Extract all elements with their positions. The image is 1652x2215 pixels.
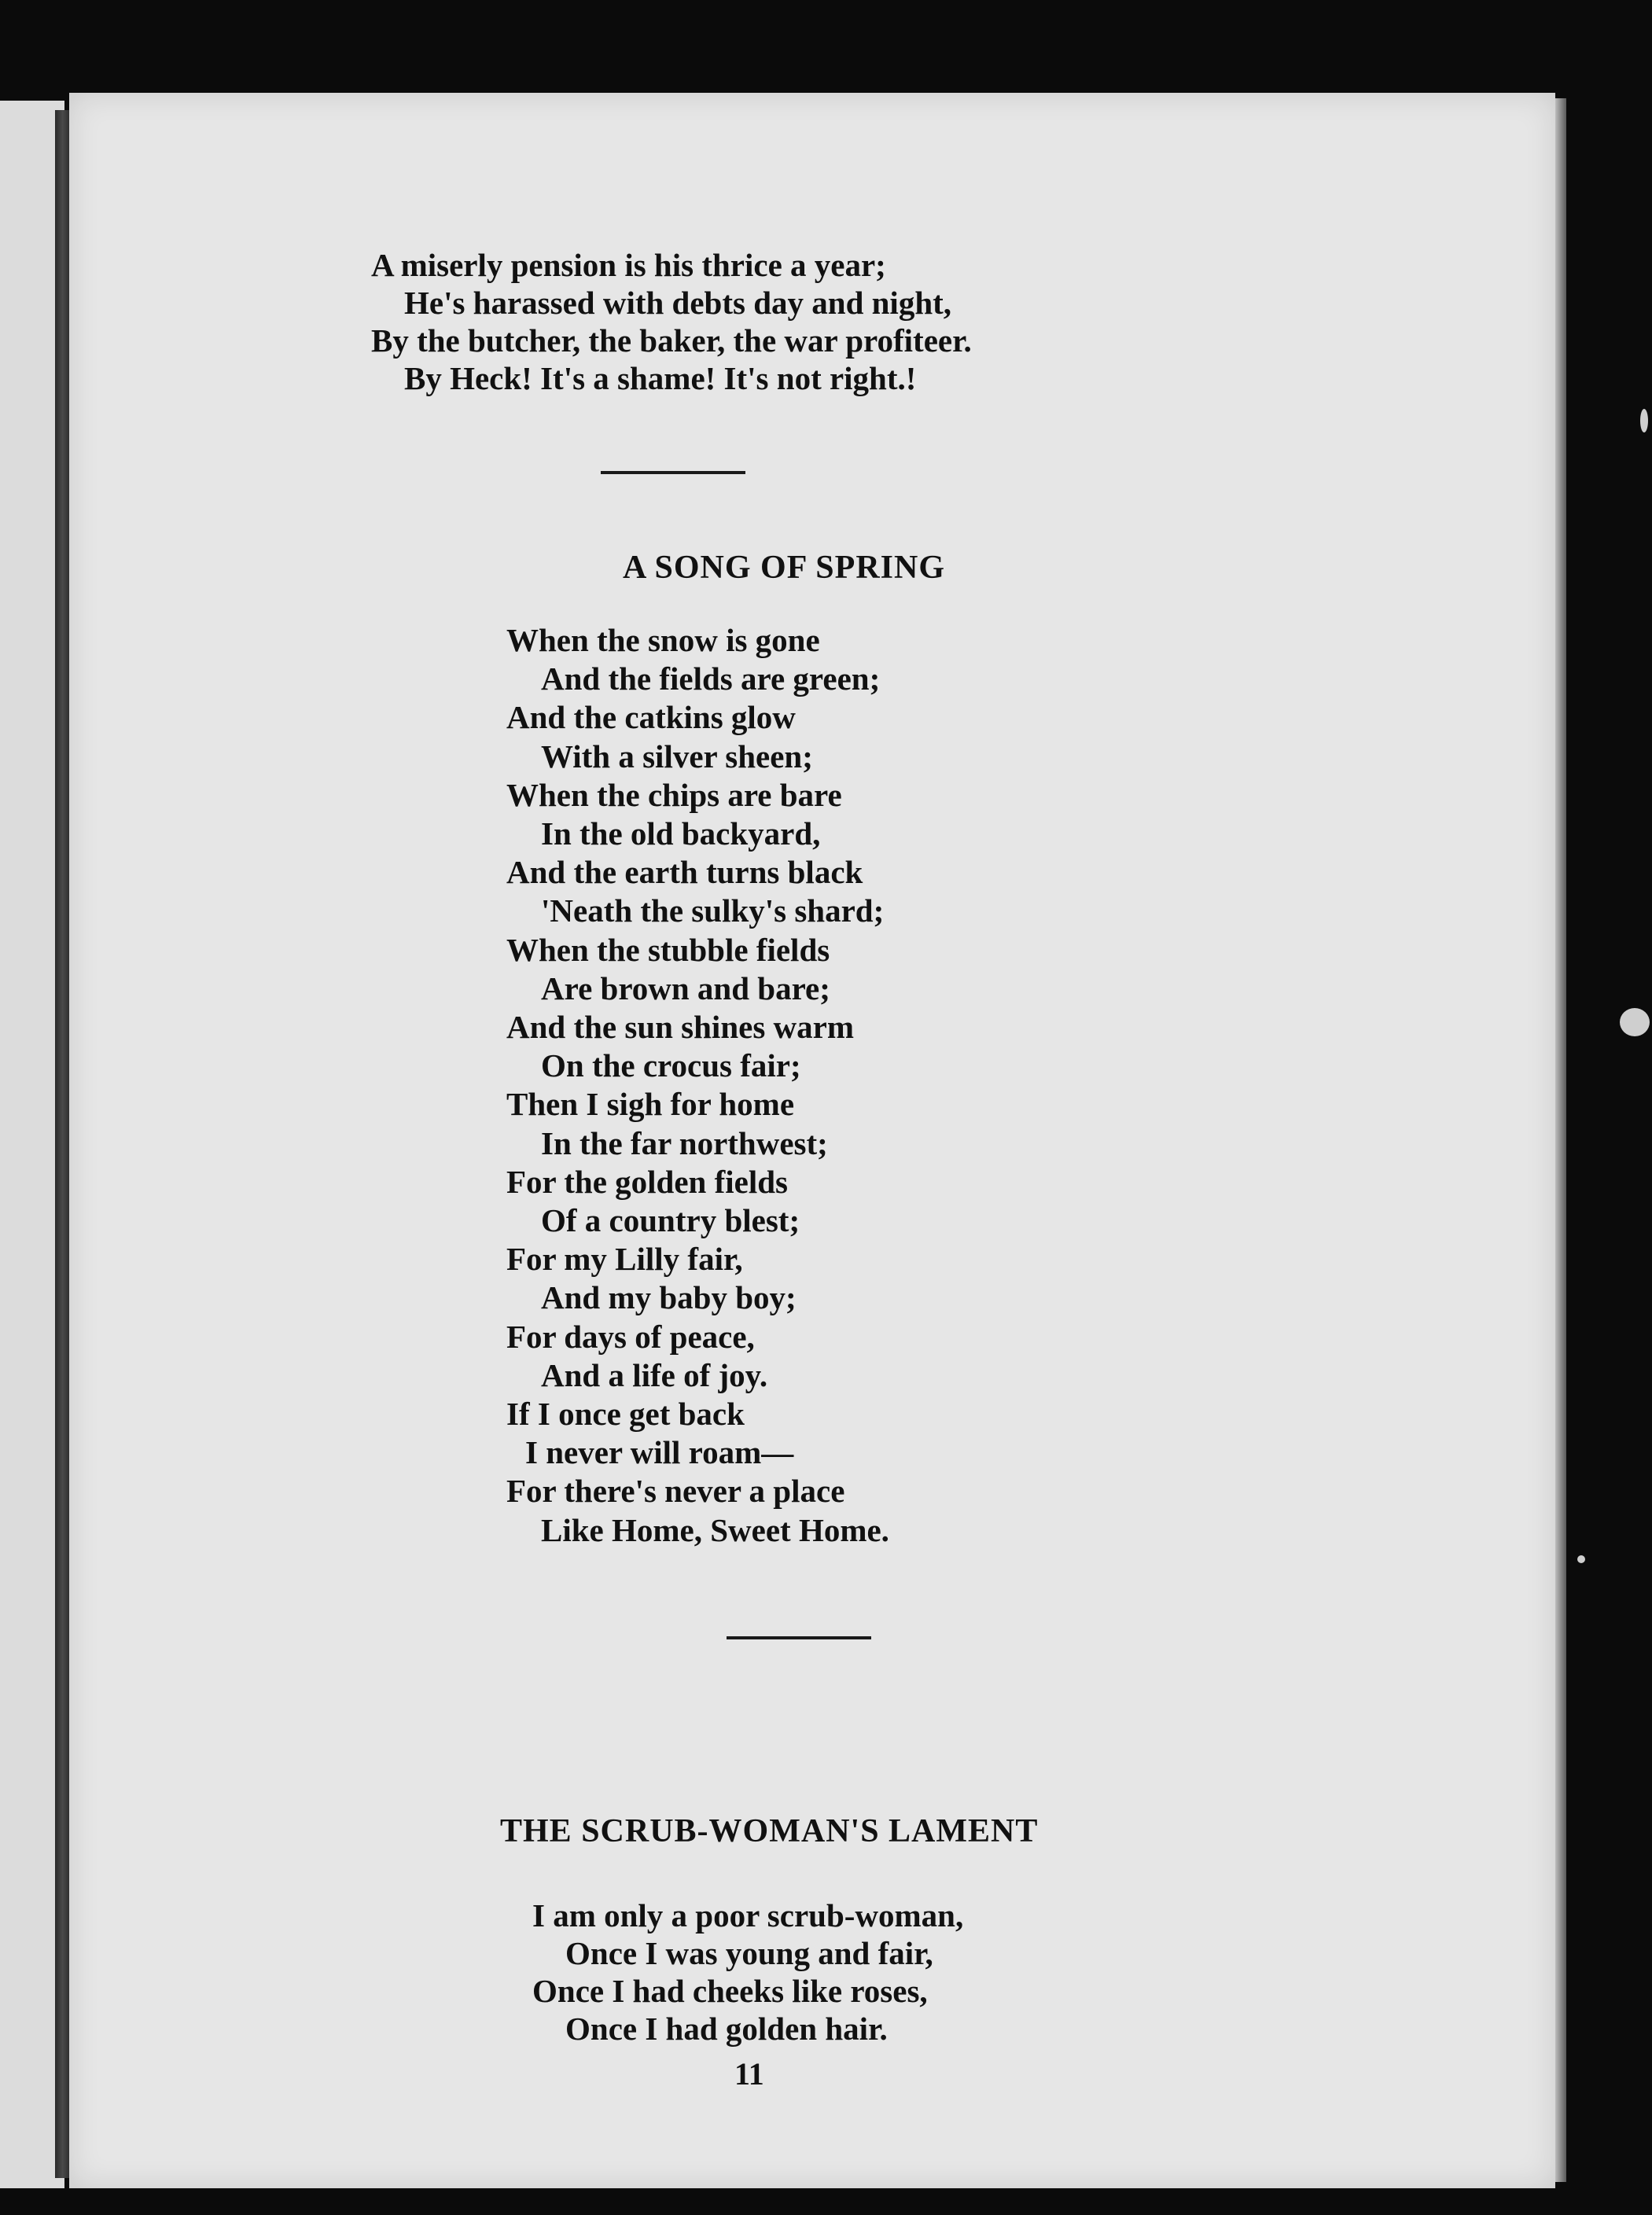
poem-line: 'Neath the sulky's shard; bbox=[541, 892, 885, 929]
poem-line: Of a country blest; bbox=[541, 1202, 800, 1239]
poem-line: On the crocus fair; bbox=[541, 1047, 801, 1084]
poem-line: I never will roam— bbox=[525, 1434, 794, 1471]
poem-line: For days of peace, bbox=[506, 1318, 755, 1355]
scan-speck bbox=[1577, 1555, 1585, 1563]
scan-speck bbox=[1640, 409, 1648, 432]
poem-line: If I once get back bbox=[506, 1396, 745, 1433]
poem-line: When the snow is gone bbox=[506, 622, 820, 658]
poem-line: With a silver sheen; bbox=[541, 738, 813, 775]
poem-line: When the chips are bare bbox=[506, 776, 842, 813]
poem-line: When the stubble fields bbox=[506, 931, 830, 968]
poem-line: In the old backyard, bbox=[541, 815, 821, 852]
book-page bbox=[69, 93, 1555, 2188]
poem-line: And the fields are green; bbox=[541, 660, 881, 697]
page-number: 11 bbox=[734, 2056, 764, 2092]
stanza-top bbox=[371, 246, 972, 397]
poem-line: In the far northwest; bbox=[541, 1124, 828, 1161]
lament-title: THE SCRUB-WOMAN'S LAMENT bbox=[500, 1813, 1039, 1849]
poem-line: For the golden fields bbox=[506, 1163, 788, 1200]
poem-line: And my baby boy; bbox=[541, 1279, 797, 1316]
page-edge-shadow bbox=[1555, 98, 1566, 2182]
poem-line: Once I had cheeks like roses, bbox=[532, 1973, 928, 2009]
poem-line: Once I was young and fair, bbox=[565, 1935, 933, 1971]
poem-line: For my Lilly fair, bbox=[506, 1241, 743, 1278]
poem-line: Once I had golden hair. bbox=[565, 2011, 888, 2047]
poem-line: And the sun shines warm bbox=[506, 1009, 854, 1046]
poem-line: He's harassed with debts day and night, bbox=[404, 285, 952, 321]
scan-speck bbox=[1620, 1008, 1650, 1036]
section-divider bbox=[601, 471, 745, 474]
song-title: A SONG OF SPRING bbox=[623, 550, 945, 586]
poem-line: Are brown and bare; bbox=[541, 970, 830, 1006]
poem-line: For there's never a place bbox=[506, 1473, 845, 1510]
poem-line: And a life of joy. bbox=[541, 1356, 768, 1393]
poem-line: Like Home, Sweet Home. bbox=[541, 1511, 889, 1548]
poem-line: And the earth turns black bbox=[506, 854, 863, 891]
section-divider bbox=[727, 1636, 871, 1639]
poem-line: By Heck! It's a shame! It's not right.! bbox=[404, 360, 917, 396]
poem-line: By the butcher, the baker, the war profiteer. bbox=[371, 322, 972, 359]
poem-line: I am only a poor scrub-woman, bbox=[532, 1897, 964, 1934]
song-poem bbox=[506, 621, 889, 1550]
lament-poem bbox=[532, 1897, 963, 2048]
poem-line: And the catkins glow bbox=[506, 699, 796, 736]
poem-line: Then I sigh for home bbox=[506, 1086, 795, 1123]
poem-line: A miserly pension is his thrice a year; bbox=[371, 247, 886, 283]
